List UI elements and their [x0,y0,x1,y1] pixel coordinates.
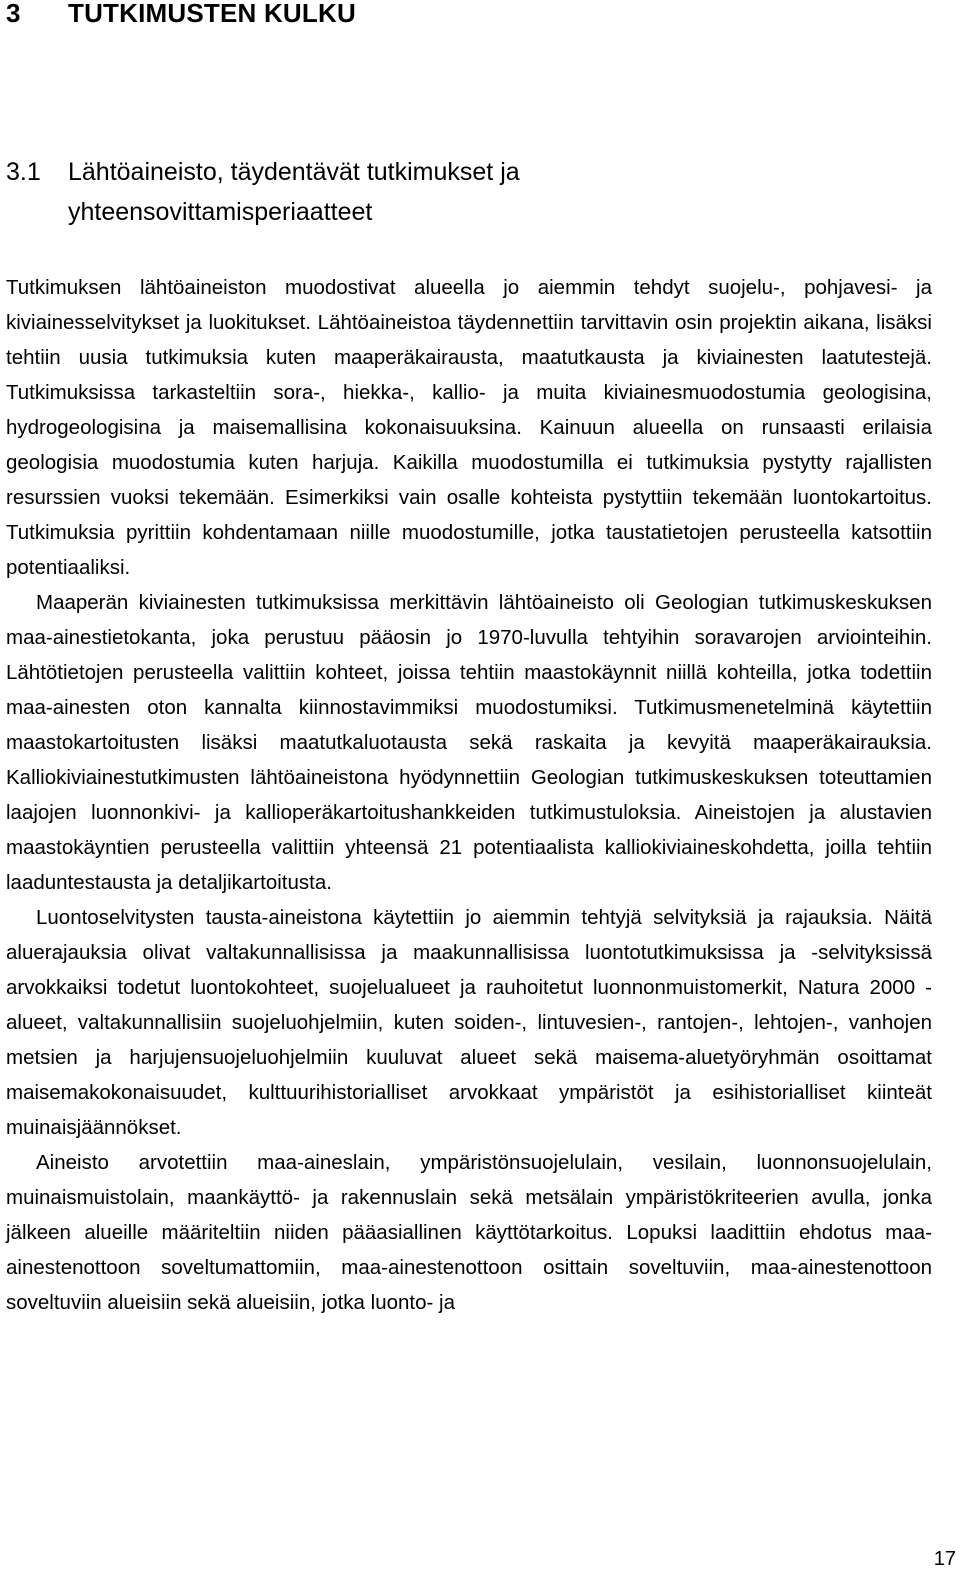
chapter-title: TUTKIMUSTEN KULKU [68,0,356,28]
section-title-line1: Lähtöaineisto, täydentävät tutkimukset ja [68,158,520,186]
paragraph-2: Maaperän kiviainesten tutkimuksissa merkittävin lähtöaineisto oli Geologian tutkimuskeskuksen maa-ainestietokanta, joka perustuu pääosin jo 1970-luvulla tehtyihin soravarojen arviointeihin. Lähtötietojen perusteella valittiin kohteet, joissa tehtiin maastokäynnit niillä kohteilla, jotka todettiin maa-ainesten oton kannalta kiinnostavimmiksi muodostumiksi. Tutkimusmenetelminä käytettiin maastokartoitusten lisäksi maatutkaluotausta sekä raskaita ja kevyitä maaperäkairauksia. Kalliokiviainestutkimusten lähtöaineistona hyödynnettiin Geologian tutkimuskeskuksen toteuttamien laajojen luonnonkivi- ja kallioperäkartoitushankkeiden tutkimustuloksia. Aineistojen ja alustavien maastokäyntien perusteella valittiin yhteensä 21 potentiaalista kalliokiviaineskohdetta, joilla tehtiin laaduntestausta ja detaljikartoitusta. [6,591,932,894]
paragraph-4: Aineisto arvotettiin maa-aineslain, ympäristönsuojelulain, vesilain, luonnonsuojelulain, muinaismuistolain, maankäyttö- ja rakennuslain sekä metsälain ympäristökriteerien avulla, jonka jälkeen alueille määriteltiin niiden pääasiallinen käyttötarkoitus. Lopuksi laadittiin ehdotus maa-ainestenottoon soveltumattomiin, maa-ainestenottoon osittain soveltuviin, maa-ainestenottoon soveltuviin alueisiin sekä alueisiin, jotka luonto- ja [6,1151,932,1314]
section-heading [6,152,520,232]
section-number: 3.1 [6,158,41,186]
chapter-number: 3 [6,0,21,28]
page-number: 17 [933,1548,956,1570]
chapter-heading [6,0,356,29]
section-title-line2: yhteensovittamisperiaatteet [68,198,373,226]
paragraph-3: Luontoselvitysten tausta-aineistona käytettiin jo aiemmin tehtyjä selvityksiä ja rajauksia. Näitä aluerajauksia olivat valtakunnallisissa ja maakunnallisissa luontotutkimuksissa ja -selvityksissä arvokkaiksi todetut luontokohteet, suojelualueet ja rauhoitetut luonnonmuistomerkit, Natura 2000 -alueet, valtakunnallisiin suojeluohjelmiin, kuten soiden-, lintuvesien-, rantojen-, lehtojen-, vanhojen metsien ja harjujensuojeluohjelmiin kuuluvat alueet sekä maisema-aluetyöryhmän osoittamat maisemakokonaisuudet, kulttuurihistorialliset arvokkaat ympäristöt ja esihistorialliset kiinteät muinaisjäännökset. [6,906,932,1139]
paragraph-1: Tutkimuksen lähtöaineiston muodostivat alueella jo aiemmin tehdyt suojelu-, pohjavesi- ja kiviainesselvitykset ja luokitukset. Lähtöaineistoa täydennettiin tarvittavin osin projektin aikana, lisäksi tehtiin uusia tutkimuksia kuten maaperäkairausta, maatutkausta ja kiviainesten laatutestejä. Tutkimuksissa tarkasteltiin sora-, hiekka-, kallio- ja muita kiviainesmuodostumia geologisina, hydrogeologisina ja maisemallisina kokonaisuuksina. Kainuun alueella on runsaasti erilaisia geologisia muodostumia kuten harjuja. Kaikilla muodostumilla ei tutkimuksia pystytty rajallisten resurssien vuoksi tekemään. Esimerkiksi vain osalle kohteista pystyttiin tekemään luontokartoitus. Tutkimuksia pyrittiin kohdentamaan niille muodostumille, jotka taustatietojen perusteella katsottiin potentiaaliksi. [6,276,932,579]
body-text [6,270,932,1320]
